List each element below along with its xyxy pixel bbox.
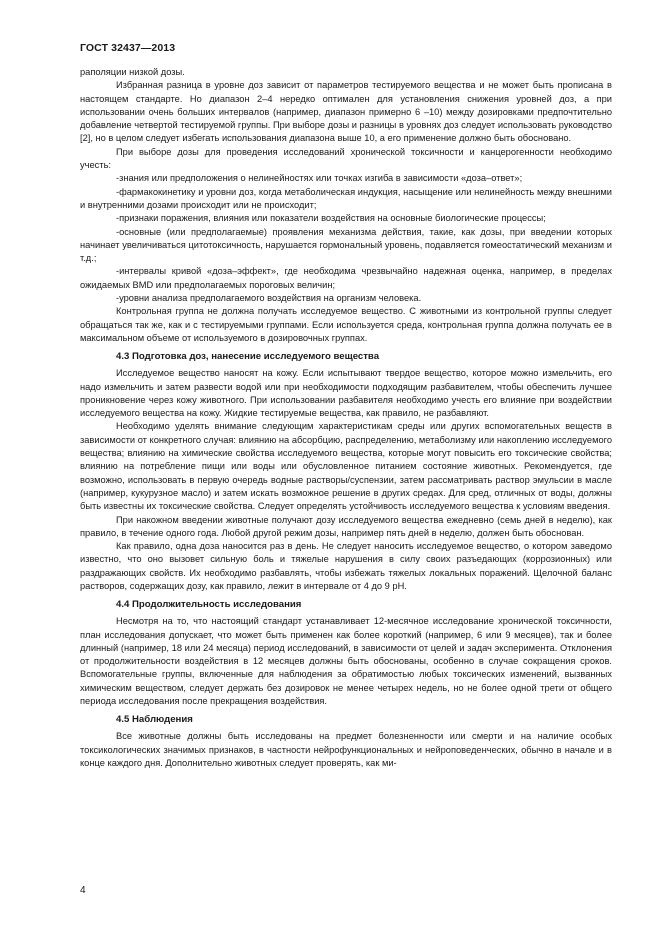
body-paragraph: Необходимо уделять внимание следующим характеристикам среды или других вспомогательных веществ в зависимости от конкретного случая: влиянию на абсорбцию, распределению, метаболизму или накоплению исследуемого вещества; влиянию на химические свойства исследуемого вещества, которые могут повысить его токсические свойства; влиянию на потребление пищи или воды или обусловленное питанием состояние животных. Рекомендуется, где возможно, использовать в первую очередь водные растворы/суспензии, затем рассматривать раствор эмульсии в масле (например, кукурузное масло) и затем искать возможное решение в других средах. Для сред, отличных от воды, должны быть известны их токсические свойства. Следует определять устойчивость исследуемого вещества к условиям введения. (80, 421, 612, 512)
body-paragraph: Избранная разница в уровне доз зависит от параметров тестируемого вещества и не может быть прописана в настоящем стандарте. Но диапазон 2–4 нередко оптимален для установления снижения уровней доз, а при использовании очень больших интервалов (например, диапазон примерно 6 –10) между дозировками предпочтительно добавление четвертой тестируемой группы. При выборе дозы и разницы в уровнях доз следует использовать руководство [2], но в целом следует избегать использования диапазона выше 10, а его применение должно быть обосновано. (80, 80, 612, 144)
body-paragraph: -уровни анализа предполагаемого воздействия на организм человека. (116, 293, 422, 304)
section-heading: 4.5 Наблюдения (116, 714, 193, 726)
body-paragraph: -основные (или предполагаемые) проявления механизма действия, такие, как дозы, при введении которых начинает увеличиваться цитотоксичность, нарушается гормональный уровень, подавляется гомеостатический механизм и т.д.; (80, 226, 612, 264)
body-paragraph: При накожном введении животные получают дозу исследуемого вещества ежедневно (семь дней в неделю), как правило, в течение одного года. Любой другой режим дозы, например пять дней в неделю, должен быть обоснован. (80, 514, 612, 538)
body-paragraph: раполяции низкой дозы. (80, 67, 185, 77)
body-paragraph: Несмотря на то, что настоящий стандарт устанавливает 12-месячное исследование хронической токсичности, план исследования допускает, что может быть применен как более короткий (например, 6 или 9 месяцев), так и более длинный (например, 18 или 24 месяца) период исследований, в зависимости от целей и задач эксперимента. Отклонения от продолжительности воздействия в 12 месяцев должны быть обоснованы, особенно в случае сокращения сроков. Вспомогательные группы, включенные для наблюдения за обратимостью любых токсических изменений, вызванных химическим веществом, следует держать без дозировок не менее четырех недель, но не более одной трети от общего периода исследования после прекращения воздействия. (80, 616, 612, 707)
body-paragraph: -знания или предположения о нелинейностях или точках изгиба в зависимости «доза–ответ»; (116, 173, 523, 184)
section-heading: 4.4 Продолжительность исследования (116, 599, 302, 611)
page-number: 4 (80, 885, 86, 896)
body-paragraph: -интервалы кривой «доза–эффект», где необходима чрезвычайно надежная оценка, например, в пределах ожидаемых BMD или предполагаемых пороговых величин; (80, 266, 612, 290)
document-body (80, 66, 612, 770)
body-paragraph: -фармакокинетику и уровни доз, когда метаболическая индукция, насыщение или нелинейность между внешними и внутренними дозами происходит или не происходит; (80, 186, 612, 210)
body-paragraph: Как правило, одна доза наносится раз в день. Не следует наносить исследуемое вещество, о котором заведомо известно, что оно вызовет сильную боль и тяжелые нарушения в силу своих разъедающих (коррозионных) или раздражающих свойств. Их необходимо разбавлять, чтобы избежать тяжелых локальных поражений. Щелочной баланс растворов, содержащих дозу, как правило, лежит в интервале от 4 до 9 pH. (80, 541, 612, 591)
document-header: ГОСТ 32437—2013 (80, 42, 176, 54)
body-paragraph: Исследуемое вещество наносят на кожу. Если испытывают твердое вещество, которое можно измельчить, его надо измельчить и затем развести водой или при необходимости подходящим разбавителем, чтобы обеспечить лучшее проникновение через кожу животного. При использовании разбавителя необходимо учесть его влияние при воздействии исследуемого вещества на кожу. Жидкие тестируемые вещества, как правило, не разбавляют. (80, 368, 612, 419)
body-paragraph: При выборе дозы для проведения исследований хронической токсичности и канцерогенности необходимо учесть: (80, 146, 612, 171)
section-heading: 4.3 Подготовка доз, нанесение исследуемого вещества (116, 351, 380, 363)
body-paragraph: Контрольная группа не должна получать исследуемое вещество. С животными из контрольной группы следует обращаться так же, как и с тестируемыми группами. Если используется среда, контрольная группа должна получать ее в максимальном объеме от используемого в дозировочных группах. (80, 306, 612, 343)
body-paragraph: -признаки поражения, влияния или показатели воздействия на основные биологические процессы; (116, 213, 546, 224)
body-paragraph: Все животные должны быть исследованы на предмет болезненности или смерти и на наличие особых токсикологических значимых признаков, в частности нейрофункциональных и нейроповеденческих, обычно в начале и в конце каждого дня. Дополнительно животных следует проверять, как ми- (80, 731, 612, 768)
